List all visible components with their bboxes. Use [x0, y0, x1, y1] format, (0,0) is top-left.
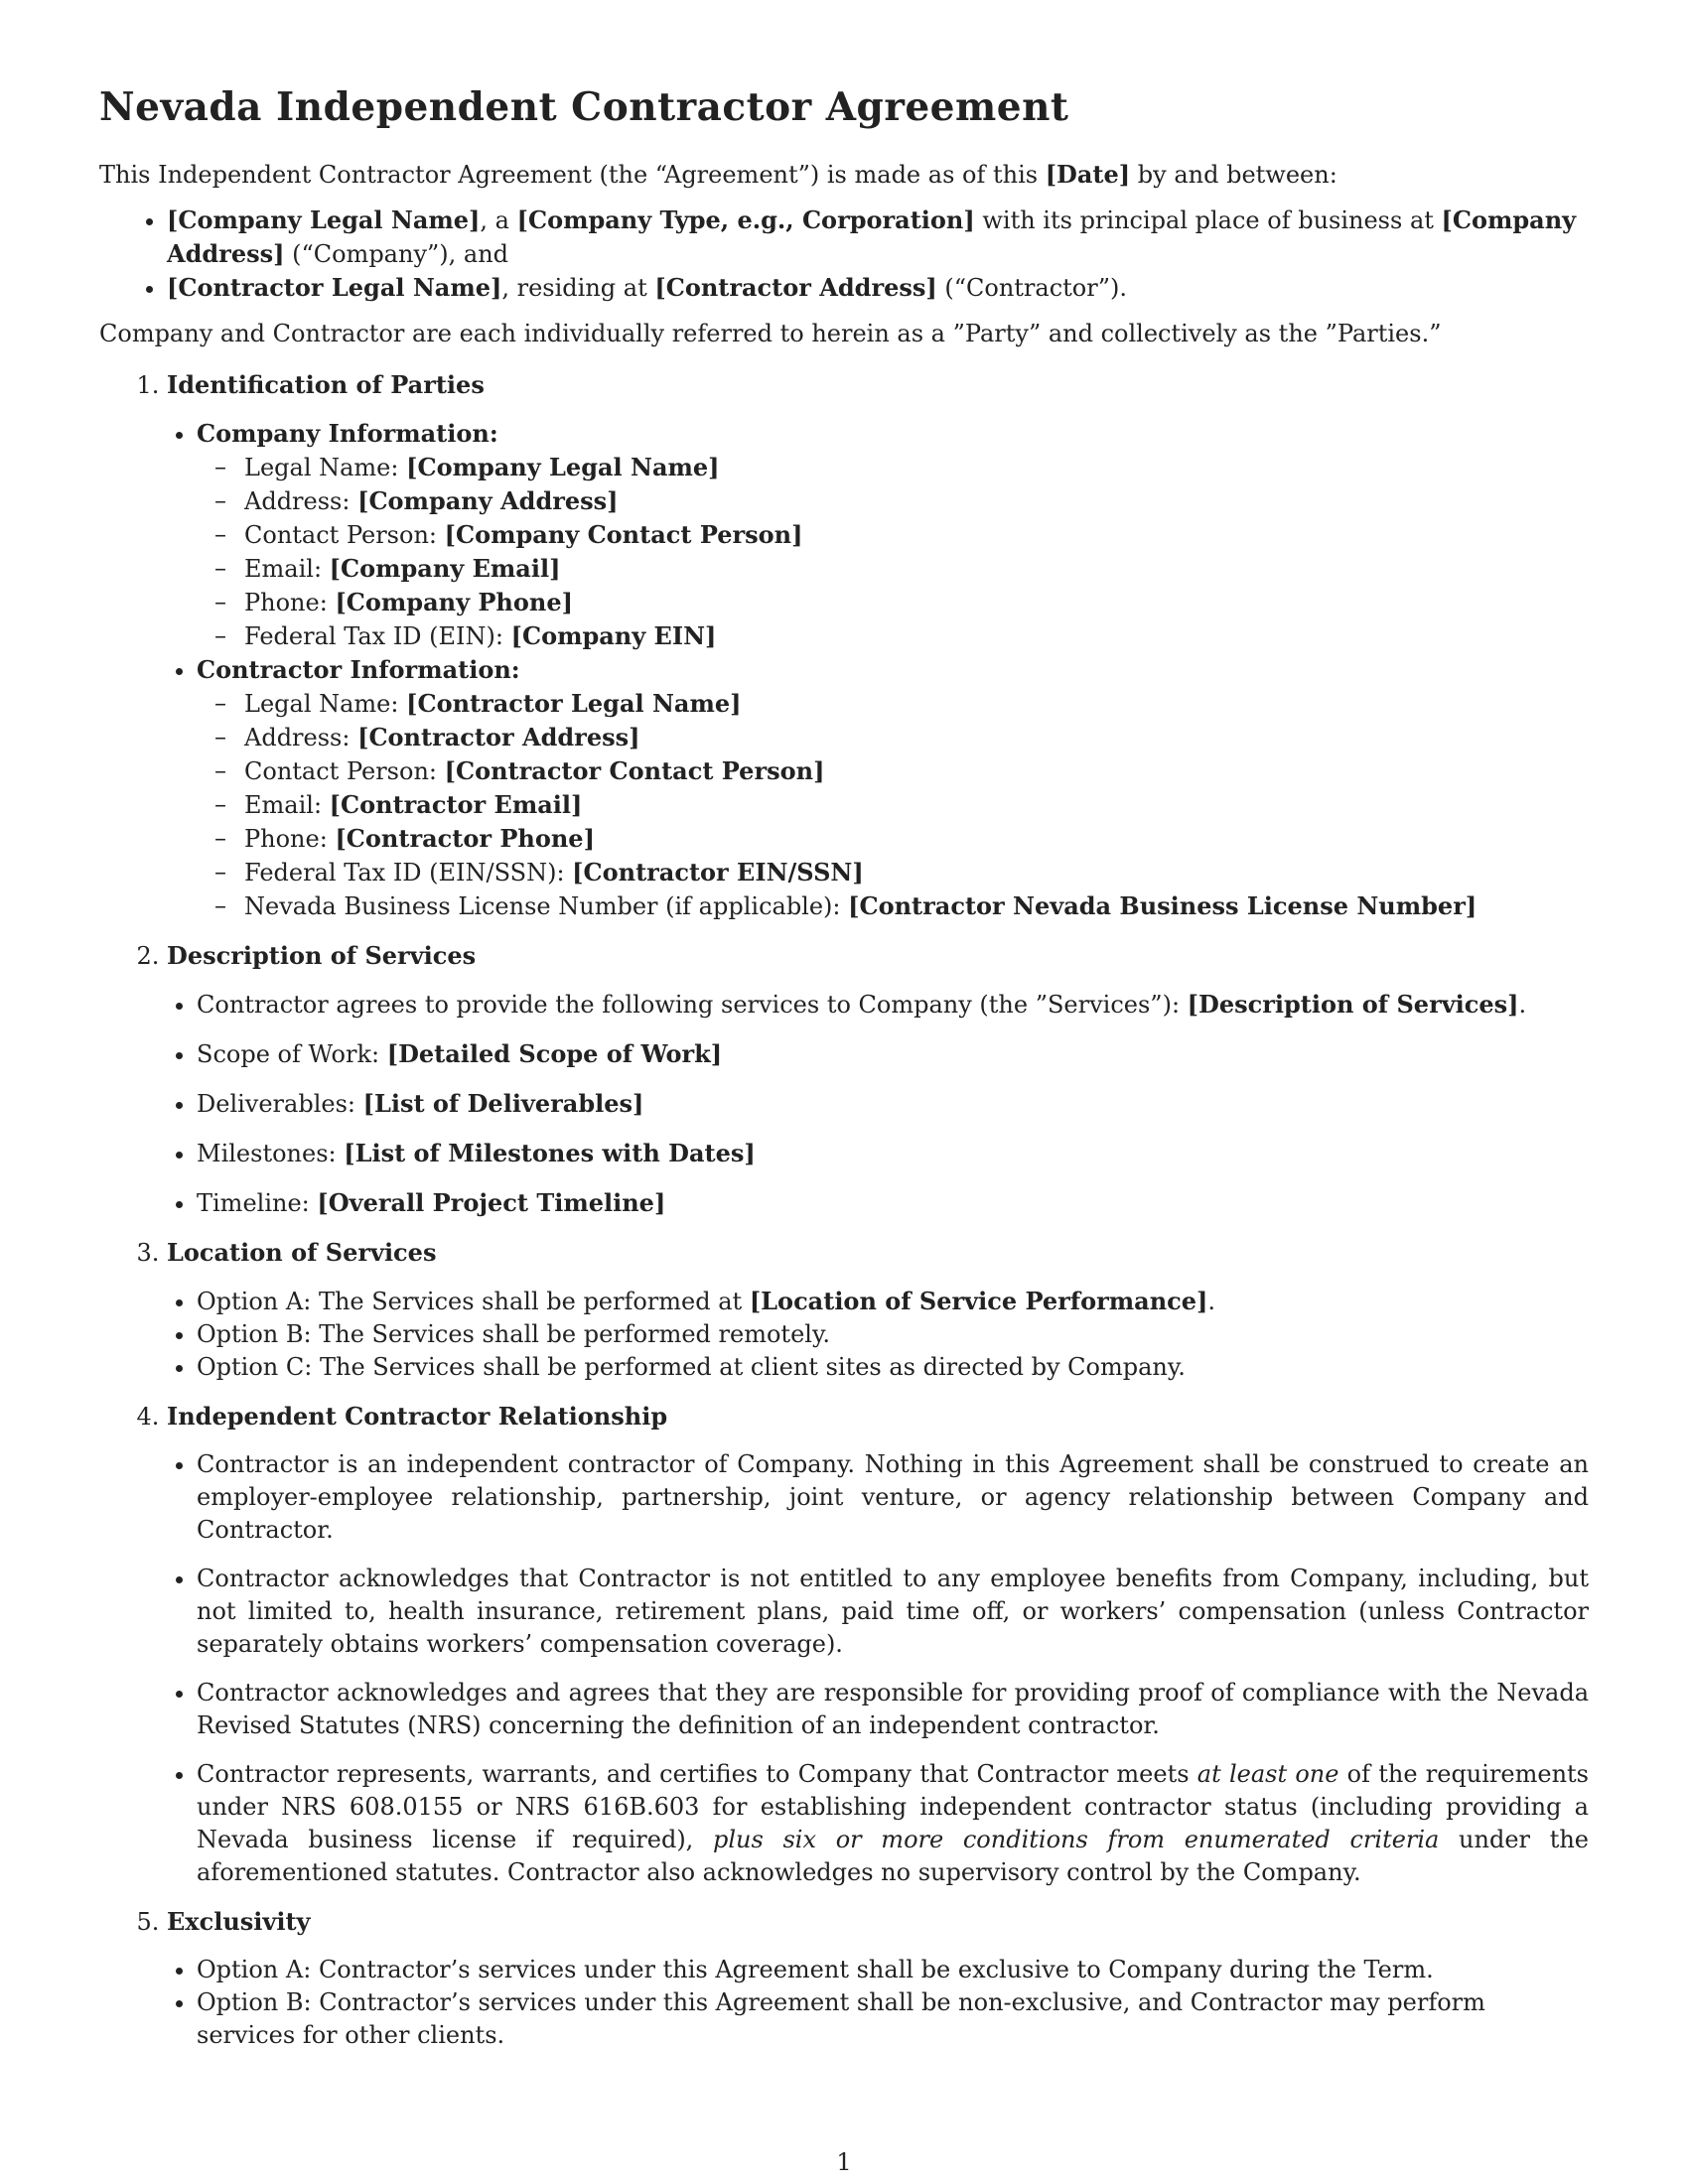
contractor-info-list	[197, 687, 1589, 923]
field-label: Contact Person:	[244, 757, 445, 785]
field-label: Address:	[244, 724, 358, 751]
section-title: 1. Identification of Parties	[167, 370, 485, 399]
party-text: (“Company”), and	[284, 240, 509, 268]
identification-list	[167, 417, 1589, 923]
contractor-info-heading: Contractor Information:	[197, 655, 520, 684]
field-label: Federal Tax ID (EIN/SSN):	[244, 859, 573, 887]
list-item: • Option B: The Services shall be performed remotely.	[197, 1318, 1589, 1351]
field-label: Email:	[244, 791, 330, 819]
list-item	[244, 721, 1589, 754]
list-item: • Contractor acknowledges and agrees that they are responsible for providing proof of compliance with the Nevada Revised Statutes (NRS) concerning the definition of an independent contractor.	[197, 1677, 1589, 1742]
document-title: Nevada Independent Contractor Agreement	[99, 84, 1069, 130]
field-label: Phone:	[244, 589, 336, 616]
item-label: Deliverables:	[197, 1090, 363, 1118]
list-item	[244, 518, 1589, 552]
date-placeholder: [Date]	[1045, 160, 1131, 189]
intro-paragraph	[99, 158, 1589, 192]
field-placeholder: [Contractor EIN/SSN]	[572, 858, 864, 887]
parties-list	[99, 204, 1589, 305]
party-contractor	[167, 271, 1589, 305]
relationship-list	[167, 1448, 1589, 1889]
section-services	[167, 939, 1589, 1220]
item-label: Timeline:	[197, 1189, 318, 1217]
field-placeholder: [Contractor Nevada Business License Number]	[848, 891, 1477, 920]
intro-text-end: by and between:	[1130, 161, 1337, 189]
list-item	[244, 451, 1589, 484]
field-label: Legal Name:	[244, 454, 407, 481]
item-label: Contractor agrees to provide the following services to Company (the ”Services”):	[197, 991, 1188, 1019]
field-label: Phone:	[244, 825, 336, 853]
field-label: Contact Person:	[244, 521, 445, 549]
intro-text: This Independent Contractor Agreement (the “Agreement”) is made as of this	[99, 161, 1046, 189]
clause-text: under the aforementioned statutes. Contractor also acknowledges no supervisory control by the Company.	[197, 1826, 1589, 1886]
list-item	[197, 1137, 1589, 1170]
exclusivity-options	[167, 1954, 1589, 2052]
list-item	[244, 484, 1589, 518]
party-text: with its principal place of business at	[974, 206, 1442, 234]
field-placeholder: [Company Contact Person]	[444, 520, 803, 549]
list-item	[244, 822, 1589, 856]
item-label: Scope of Work:	[197, 1040, 387, 1068]
field-placeholder: [Company Address]	[357, 486, 619, 515]
party-company	[167, 204, 1589, 271]
list-item: • Contractor acknowledges that Contractor is not entitled to any employee benefits from Company, including, but not limited to, health insurance, retirement plans, paid time off, or workers’ compensation (unless Contractor separately obtains workers’ compensation coverage).	[197, 1563, 1589, 1661]
list-item: • Option B: Contractor’s services under this Agreement shall be non-exclusive, and Contractor may perform services for other clients.	[197, 1986, 1589, 2052]
list-item	[244, 586, 1589, 619]
party-text: , a	[480, 206, 517, 234]
item-placeholder: [Overall Project Timeline]	[317, 1188, 666, 1217]
list-item	[244, 619, 1589, 653]
item-label: Milestones:	[197, 1140, 345, 1167]
company-info-list	[197, 451, 1589, 653]
item-placeholder: [List of Milestones with Dates]	[344, 1139, 756, 1167]
list-item	[197, 1087, 1589, 1121]
field-placeholder: [Company Email]	[329, 554, 561, 583]
section-relationship	[167, 1400, 1589, 1889]
list-item	[197, 1758, 1589, 1889]
item-placeholder: [Description of Services]	[1187, 990, 1519, 1019]
list-item	[244, 754, 1589, 788]
field-placeholder: [Company Legal Name]	[406, 453, 720, 481]
field-placeholder: [Contractor Email]	[329, 790, 583, 819]
list-item	[244, 856, 1589, 889]
item-suffix: .	[1518, 991, 1527, 1019]
field-placeholder: [Contractor Phone]	[335, 824, 595, 853]
section-title: 2. Description of Services	[167, 941, 477, 970]
list-item	[244, 788, 1589, 822]
field-label: Email:	[244, 555, 330, 583]
clause-text: of the requirements under NRS 608.0155 or NRS 616B.603 for establishing independent contractor status (including providing a Nevada business license if required),	[197, 1760, 1589, 1853]
party-text: (“Contractor”).	[936, 274, 1127, 302]
field-label: Nevada Business License Number (if applicable):	[244, 892, 849, 920]
list-item: • Contractor is an independent contractor of Company. Nothing in this Agreement shall be construed to create an employer-employee relationship, partnership, joint venture, or agency relationship between Company and Contractor.	[197, 1448, 1589, 1547]
section-title: 4. Independent Contractor Relationship	[167, 1402, 668, 1431]
clause-text: Contractor represents, warrants, and certifies to Company that Contractor meets	[197, 1760, 1197, 1788]
option-text-end: .	[1207, 1288, 1216, 1315]
services-list	[167, 988, 1589, 1220]
contractor-address-placeholder: [Contractor Address]	[654, 273, 937, 302]
party-text: , residing at	[501, 274, 655, 302]
section-title: 5. Exclusivity	[167, 1907, 311, 1936]
company-info-heading: Company Information:	[197, 419, 498, 448]
field-placeholder: [Contractor Address]	[357, 723, 640, 751]
list-item	[244, 687, 1589, 721]
section-exclusivity	[167, 1905, 1589, 2052]
list-item	[244, 552, 1589, 586]
contractor-name-placeholder: [Contractor Legal Name]	[167, 273, 502, 302]
contractor-info	[197, 653, 1589, 923]
list-item	[244, 889, 1589, 923]
emphasis-text: at least one	[1196, 1760, 1339, 1788]
list-item: • Option C: The Services shall be performed at client sites as directed by Company.	[197, 1351, 1589, 1384]
section-identification	[167, 368, 1589, 923]
collective-definition: Company and Contractor are each individually referred to herein as a ”Party” and collectively as the ”Parties.”	[99, 320, 1442, 347]
field-placeholder: [Contractor Legal Name]	[406, 689, 742, 718]
company-type-placeholder: [Company Type, e.g., Corporation]	[516, 205, 975, 234]
field-label: Address:	[244, 487, 358, 515]
field-label: Federal Tax ID (EIN):	[244, 622, 511, 650]
emphasis-text: plus six or more conditions from enumerated criteria	[713, 1826, 1440, 1853]
section-title: 3. Location of Services	[167, 1238, 437, 1267]
field-label: Legal Name:	[244, 690, 407, 718]
list-item	[197, 1186, 1589, 1220]
field-placeholder: [Company EIN]	[510, 621, 717, 650]
list-item: • Option A: Contractor’s services under this Agreement shall be exclusive to Company during the Term.	[197, 1954, 1589, 1986]
location-placeholder: [Location of Service Performance]	[749, 1287, 1208, 1315]
item-placeholder: [List of Deliverables]	[362, 1089, 644, 1118]
page-number: 1	[836, 2148, 852, 2176]
field-placeholder: [Contractor Contact Person]	[444, 756, 825, 785]
company-address-placeholder: [Company Address]	[167, 205, 1577, 268]
list-item	[197, 988, 1589, 1022]
list-item	[197, 1037, 1589, 1071]
location-options	[167, 1285, 1589, 1384]
section-location	[167, 1236, 1589, 1384]
company-name-placeholder: [Company Legal Name]	[167, 205, 481, 234]
list-item	[197, 1285, 1589, 1318]
field-placeholder: [Company Phone]	[335, 588, 573, 616]
company-info	[197, 417, 1589, 653]
item-placeholder: [Detailed Scope of Work]	[386, 1039, 723, 1068]
option-text: Option A: The Services shall be performed at	[197, 1288, 750, 1315]
sections-list	[99, 368, 1589, 2052]
